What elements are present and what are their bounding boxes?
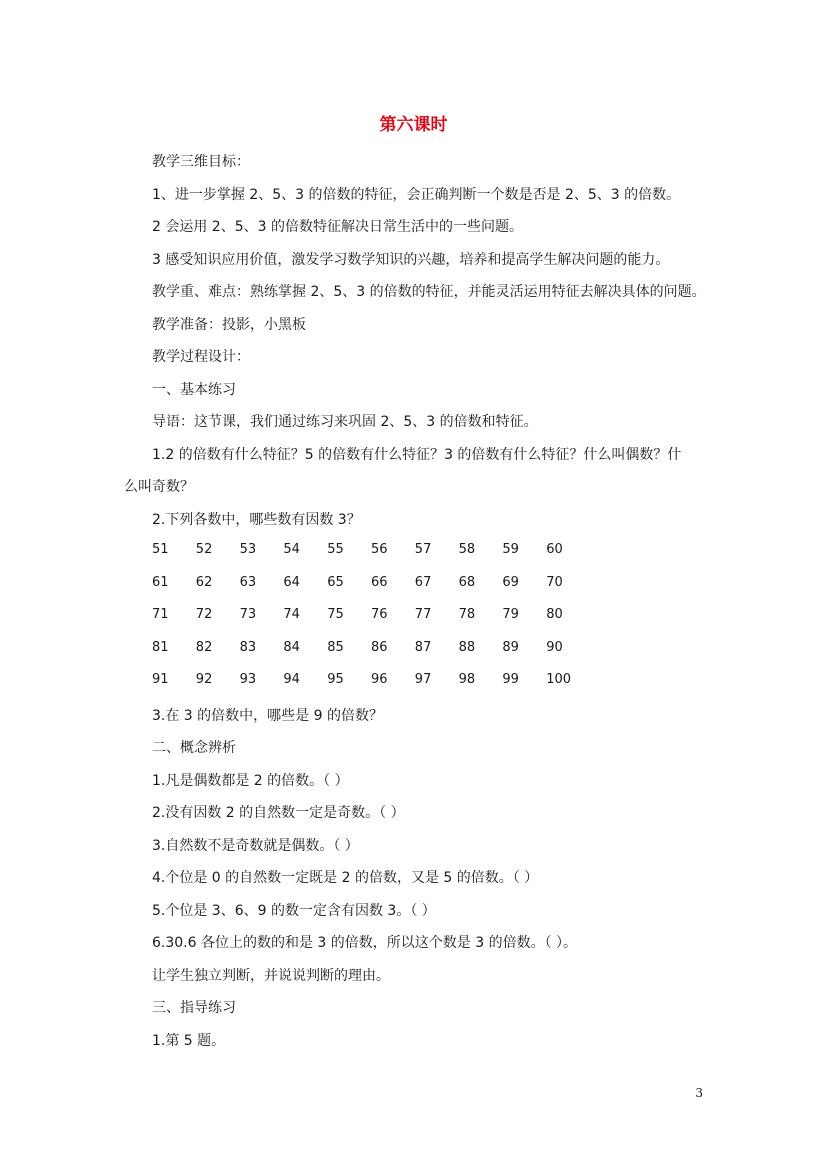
number-cell: 79 bbox=[502, 607, 519, 623]
number-cell: 78 bbox=[458, 607, 476, 623]
goal-1: 1、进一步掌握 2、5、3 的倍数的特征，会正确判断一个数是否是 2、5、3 的倍数。 bbox=[152, 187, 681, 203]
number-cell: 99 bbox=[502, 672, 519, 688]
number-cell: 76 bbox=[371, 607, 388, 623]
number-cell: 65 bbox=[327, 574, 344, 590]
page-number: 3 bbox=[695, 1086, 703, 1100]
number-cell: 58 bbox=[458, 542, 476, 557]
number-cell: 57 bbox=[414, 542, 432, 557]
question-3: 3.在 3 的倍数中，哪些是 9 的倍数？ bbox=[152, 708, 383, 724]
judge-3: 3.自然数不是奇数就是偶数。（ ） bbox=[152, 838, 359, 854]
number-cell: 70 bbox=[546, 574, 563, 590]
number-cell: 91 bbox=[152, 672, 169, 688]
number-cell: 63 bbox=[239, 574, 257, 590]
question-1-cont: 么叫奇数？ bbox=[124, 479, 194, 495]
number-cell: 88 bbox=[458, 639, 476, 655]
judge-2: 2.没有因数 2 的自然数一定是奇数。（ ） bbox=[152, 805, 405, 821]
number-cell: 68 bbox=[458, 574, 476, 590]
number-cell: 83 bbox=[239, 639, 257, 655]
lesson-title: 第六课时 bbox=[379, 115, 448, 135]
number-cell: 95 bbox=[327, 672, 344, 688]
goal-2: 2 会运用 2、5、3 的倍数特征解决日常生活中的一些问题。 bbox=[152, 219, 523, 235]
section-1-heading: 一、基本练习 bbox=[152, 382, 236, 398]
intro-text: 导语：这节课，我们通过练习来巩固 2、5、3 的倍数和特征。 bbox=[152, 414, 538, 430]
number-cell: 80 bbox=[546, 607, 563, 623]
number-cell: 59 bbox=[502, 542, 519, 557]
number-cell: 69 bbox=[502, 574, 519, 590]
question-1: 1.2 的倍数有什么特征？5 的倍数有什么特征？3 的倍数有什么特征？什么叫偶数？什 bbox=[152, 447, 682, 463]
judge-6: 6.30.6 各位上的数的和是 3 的倍数，所以这个数是 3 的倍数。（ ）。 bbox=[152, 935, 578, 951]
number-cell: 96 bbox=[371, 672, 388, 688]
key-points: 教学重、难点：熟练掌握 2、5、3 的倍数的特征，并能灵活运用特征去解决具体的问题。 bbox=[152, 284, 706, 300]
number-cell: 90 bbox=[546, 639, 563, 655]
number-cell: 53 bbox=[239, 542, 257, 557]
section-3-heading: 三、指导练习 bbox=[152, 1000, 236, 1016]
number-cell: 89 bbox=[502, 639, 519, 655]
number-cell: 86 bbox=[371, 639, 388, 655]
number-cell: 73 bbox=[239, 607, 257, 623]
judge-4: 4.个位是 0 的自然数一定既是 2 的倍数，又是 5 的倍数。（ ） bbox=[152, 870, 539, 886]
number-cell: 98 bbox=[458, 672, 476, 688]
judge-1: 1.凡是偶数都是 2 的倍数。（ ） bbox=[152, 773, 349, 789]
number-cell: 93 bbox=[239, 672, 257, 688]
number-cell: 82 bbox=[195, 639, 213, 655]
number-cell: 51 bbox=[152, 542, 169, 557]
number-cell: 60 bbox=[546, 542, 563, 557]
goal-3: 3 感受知识应用价值，激发学习数学知识的兴趣，培养和提高学生解决问题的能力。 bbox=[152, 252, 670, 268]
number-cell: 87 bbox=[414, 639, 432, 655]
number-cell: 64 bbox=[283, 574, 300, 590]
number-cell: 66 bbox=[371, 574, 388, 590]
number-cell: 71 bbox=[152, 607, 169, 623]
number-cell: 67 bbox=[414, 574, 432, 590]
number-cell: 54 bbox=[283, 542, 300, 557]
number-cell: 84 bbox=[283, 639, 300, 655]
teaching-prep: 教学准备：投影，小黑板 bbox=[152, 317, 306, 333]
number-cell: 74 bbox=[283, 607, 300, 623]
number-cell: 97 bbox=[414, 672, 432, 688]
section-2-heading: 二、概念辨析 bbox=[152, 740, 236, 756]
exercise-1: 1.第 5 题。 bbox=[152, 1033, 226, 1049]
number-cell: 92 bbox=[195, 672, 213, 688]
instruction-text: 让学生独立判断，并说说判断的理由。 bbox=[152, 968, 390, 984]
number-cell: 94 bbox=[283, 672, 300, 688]
process-heading: 教学过程设计： bbox=[152, 349, 250, 365]
number-cell: 62 bbox=[195, 574, 213, 590]
number-cell: 52 bbox=[195, 542, 213, 557]
number-cell: 85 bbox=[327, 639, 344, 655]
number-cell: 75 bbox=[327, 607, 344, 623]
number-cell: 100 bbox=[546, 672, 572, 688]
judge-5: 5.个位是 3、6、9 的数一定含有因数 3。（ ） bbox=[152, 903, 436, 919]
number-cell: 55 bbox=[327, 542, 344, 557]
number-cell: 77 bbox=[414, 607, 432, 623]
number-cell: 72 bbox=[195, 607, 213, 623]
number-cell: 56 bbox=[371, 542, 388, 557]
goals-heading: 教学三维目标： bbox=[152, 154, 250, 170]
number-cell: 61 bbox=[152, 574, 169, 590]
question-2: 2.下列各数中，哪些数有因数 3？ bbox=[152, 512, 361, 528]
number-cell: 81 bbox=[152, 639, 169, 655]
